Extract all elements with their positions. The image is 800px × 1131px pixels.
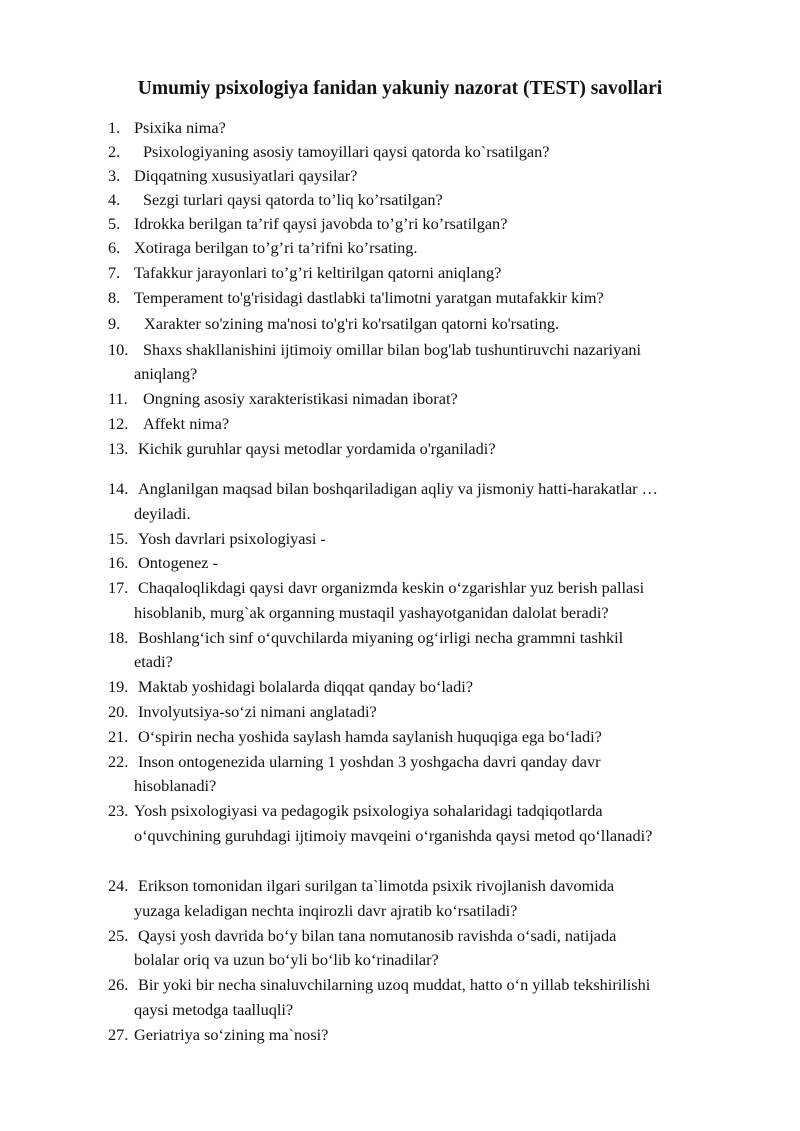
question-text-line-2: aniqlang? — [134, 364, 198, 383]
question-20 — [108, 700, 768, 724]
question-8 — [108, 286, 768, 310]
question-text-line-2: qaysi metodga taalluqli? — [134, 1000, 294, 1019]
question-number: 4. — [108, 190, 121, 209]
question-number: 14. — [108, 479, 129, 498]
question-text: Maktab yoshidagi bolalarda diqqat qanday bo‘ladi? — [138, 677, 474, 696]
question-text: Xarakter so'zining ma'nosi to'g'ri ko'rsatilgan qatorni ko'rsating. — [144, 314, 560, 333]
question-number: 10. — [108, 340, 129, 359]
question-10-continuation — [134, 362, 794, 386]
question-text: Temperament to'g'risidagi dastlabki ta'limotni yaratgan mutafakkir kim? — [134, 288, 604, 307]
question-18-continuation — [134, 650, 794, 674]
question-text: Psixologiyaning asosiy tamoyillari qaysi qatorda ko`rsatilgan? — [143, 142, 550, 161]
question-11 — [108, 387, 768, 411]
question-18 — [108, 626, 768, 650]
question-15 — [108, 527, 768, 551]
question-text: Ongning asosiy xarakteristikasi nimadan iborat? — [143, 389, 458, 408]
question-number: 3. — [108, 166, 121, 185]
question-text: Ontogenez - — [138, 553, 219, 572]
question-7 — [108, 261, 768, 285]
question-text: Yosh davrlari psixologiyasi - — [138, 529, 326, 548]
question-text: O‘spirin necha yoshida saylash hamda saylanish huquqiga ega bo‘ladi? — [138, 727, 602, 746]
question-1 — [108, 116, 768, 140]
question-text-line-2: o‘quvchining guruhdagi ijtimoiy mavqeini o‘rganishda qaysi metod qo‘llanadi? — [134, 826, 653, 845]
question-text: Xotiraga berilgan to’g’ri ta’rifni ko’rsating. — [134, 238, 418, 257]
question-text: Idrokka berilgan ta’rif qaysi javobda to’g’ri ko’rsatilgan? — [134, 214, 508, 233]
question-text-line-1: Yosh psixologiyasi va pedagogik psixologiya sohalaridagi tadqiqotlarda — [134, 801, 603, 820]
question-text-line-2: bolalar oriq va uzun bo‘yli bo‘lib ko‘rinadilar? — [134, 950, 439, 969]
question-text-line-1: Boshlang‘ich sinf o‘quvchilarda miyaning og‘irligi necha grammni tashkil — [138, 628, 624, 647]
question-13 — [108, 437, 768, 461]
question-14-continuation — [134, 502, 794, 526]
question-26 — [108, 973, 768, 997]
question-number: 12. — [108, 414, 129, 433]
question-number: 21. — [108, 727, 129, 746]
question-number: 19. — [108, 677, 129, 696]
question-text-line-1: Erikson tomonidan ilgari surilgan ta`limotda psixik rivojlanish davomida — [138, 876, 615, 895]
question-text-line-2: deyiladi. — [134, 504, 191, 523]
question-text: Kichik guruhlar qaysi metodlar yordamida o'rganiladi? — [138, 439, 496, 458]
question-17 — [108, 576, 768, 600]
question-number: 25. — [108, 926, 129, 945]
question-24-continuation — [134, 899, 794, 923]
question-text-line-1: Qaysi yosh davrida bo‘y bilan tana nomutanosib ravishda o‘sadi, natijada — [138, 926, 617, 945]
question-text-line-1: Anglanilgan maqsad bilan boshqariladigan aqliy va jismoniy hatti-harakatlar … — [138, 479, 658, 498]
question-17-continuation — [134, 601, 794, 625]
question-text-line-2: hisoblanadi? — [134, 776, 217, 795]
question-14 — [108, 477, 768, 501]
question-number: 2. — [108, 142, 121, 161]
question-text: Sezgi turlari qaysi qatorda to’liq ko’rsatilgan? — [143, 190, 443, 209]
question-text: Tafakkur jarayonlari to’g’ri keltirilgan qatorni aniqlang? — [134, 263, 502, 282]
question-text: Involyutsiya-so‘zi nimani anglatadi? — [138, 702, 377, 721]
question-text: Affekt nima? — [143, 414, 230, 433]
question-number: 27. — [108, 1025, 129, 1044]
question-25 — [108, 924, 768, 948]
question-19 — [108, 675, 768, 699]
question-number: 15. — [108, 529, 129, 548]
question-number: 17. — [108, 578, 129, 597]
question-number: 16. — [108, 553, 129, 572]
question-23-continuation — [134, 824, 794, 848]
question-text-line-1: Chaqaloqlikdagi qaysi davr organizmda keskin o‘zgarishlar yuz berish pallasi — [138, 578, 645, 597]
question-25-continuation — [134, 948, 794, 972]
question-3 — [108, 164, 768, 188]
question-6 — [108, 236, 768, 260]
question-4 — [108, 188, 768, 212]
question-5 — [108, 212, 768, 236]
question-number: 13. — [108, 439, 129, 458]
question-text-line-1: Shaxs shakllanishini ijtimoiy omillar bilan bog'lab tushuntiruvchi nazariyani — [143, 340, 642, 359]
question-text-line-1: Inson ontogenezida ularning 1 yoshdan 3 yoshgacha davri qanday davr — [138, 752, 601, 771]
question-number: 11. — [108, 389, 128, 408]
question-number: 6. — [108, 238, 121, 257]
question-23 — [108, 799, 768, 823]
question-text: Psixika nima? — [134, 118, 226, 137]
question-number: 7. — [108, 263, 121, 282]
question-number: 24. — [108, 876, 129, 895]
question-text-line-2: yuzaga keladigan nechta inqirozli davr ajratib ko‘rsatiladi? — [134, 901, 518, 920]
question-text: Diqqatning xususiyatlari qaysilar? — [134, 166, 358, 185]
question-number: 5. — [108, 214, 121, 233]
question-number: 26. — [108, 975, 129, 994]
question-16 — [108, 551, 768, 575]
question-22 — [108, 750, 768, 774]
question-27 — [108, 1023, 768, 1047]
question-22-continuation — [134, 774, 794, 798]
question-number: 8. — [108, 288, 121, 307]
question-number: 9. — [108, 314, 121, 333]
page-title: Umumiy psixologiya fanidan yakuniy nazorat (TEST) savollari — [137, 78, 663, 99]
question-12 — [108, 412, 768, 436]
question-number: 23. — [108, 801, 129, 820]
question-text-line-2: etadi? — [134, 652, 173, 671]
question-number: 20. — [108, 702, 129, 721]
question-9 — [108, 312, 768, 336]
question-21 — [108, 725, 768, 749]
question-2 — [108, 140, 768, 164]
question-10 — [108, 338, 768, 362]
question-26-continuation — [134, 998, 794, 1022]
question-number: 18. — [108, 628, 129, 647]
question-text: Geriatriya so‘zining ma`nosi? — [134, 1025, 329, 1044]
question-number: 22. — [108, 752, 129, 771]
question-text-line-2: hisoblanib, murg`ak organning mustaqil yashayotganidan dalolat beradi? — [134, 603, 609, 622]
question-text-line-1: Bir yoki bir necha sinaluvchilarning uzoq muddat, hatto o‘n yillab tekshirilishi — [138, 975, 651, 994]
question-24 — [108, 874, 768, 898]
question-number: 1. — [108, 118, 121, 137]
